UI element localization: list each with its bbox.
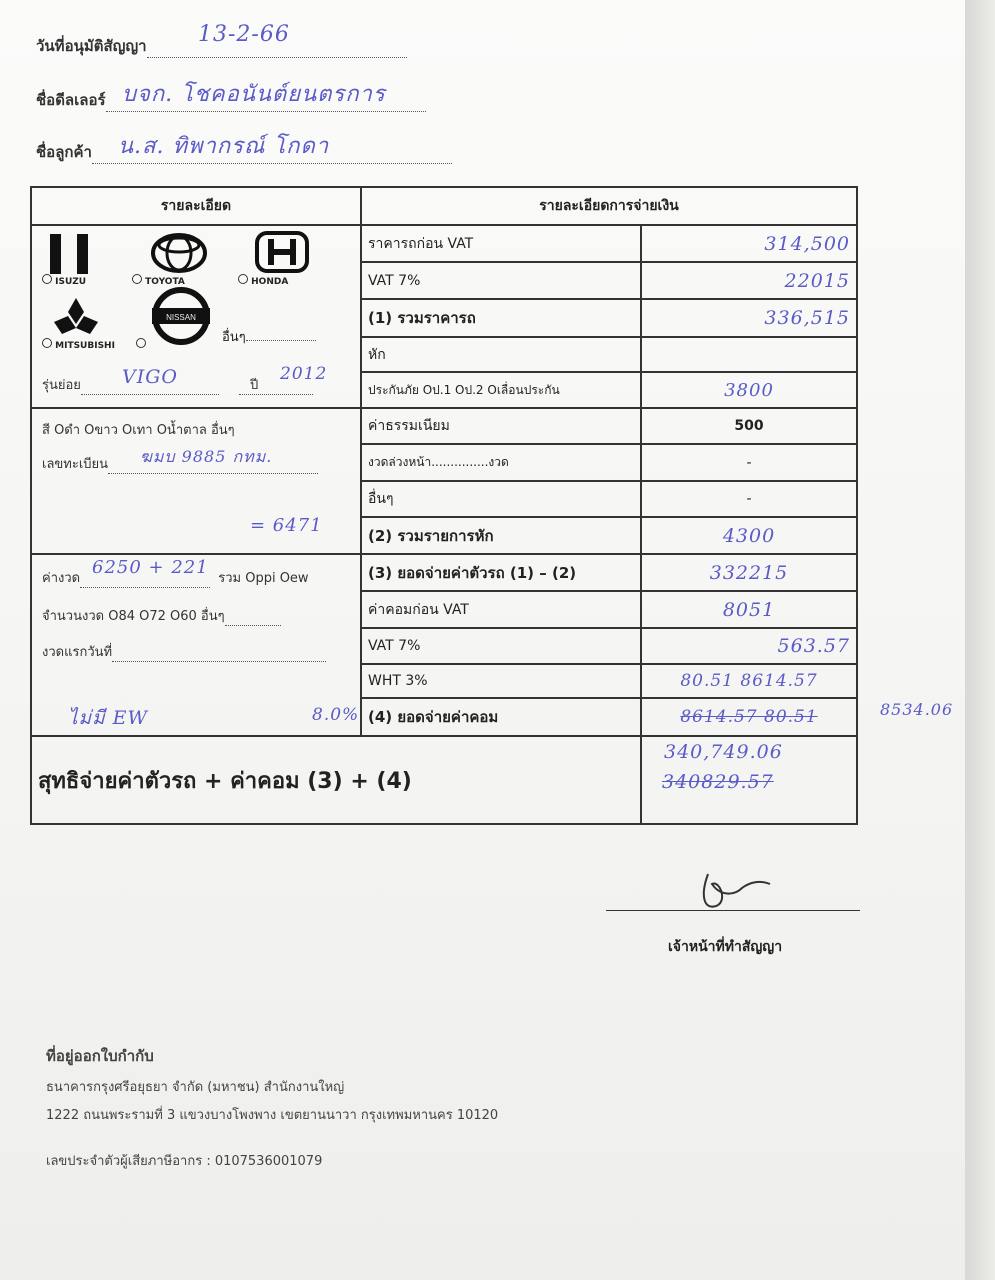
install-calc: = 6471 bbox=[250, 515, 323, 536]
year-label: ปี bbox=[250, 378, 259, 393]
side-note: 8534.06 bbox=[880, 700, 954, 719]
isuzu-logo bbox=[50, 234, 88, 274]
honda-logo bbox=[254, 230, 310, 274]
note-left: ไม่มี EW bbox=[68, 707, 149, 729]
row-value-3 bbox=[641, 337, 857, 372]
count-text: จำนวนงวด O84 O72 O60 อื่นๆ bbox=[42, 609, 225, 624]
honda-option[interactable]: HONDA bbox=[238, 274, 288, 287]
paper-edge-shadow bbox=[965, 0, 995, 1280]
reg-line bbox=[42, 447, 318, 474]
first-payment-label: งวดแรกวันที่ bbox=[42, 645, 113, 660]
payment-form-table bbox=[30, 186, 858, 825]
model-line bbox=[42, 364, 328, 395]
row-value-2: 336,515 bbox=[641, 299, 857, 337]
row-label-2: (1) รวมราคารถ bbox=[361, 299, 641, 337]
contract-date-line bbox=[36, 22, 407, 58]
total-value-cell bbox=[641, 736, 857, 824]
row-label-13: (4) ยอดจ่ายค่าคอม bbox=[361, 698, 641, 736]
count-line bbox=[42, 605, 281, 626]
toyota-logo bbox=[150, 232, 208, 274]
row-label-5: ค่าธรรมเนียม bbox=[361, 408, 641, 444]
row-value-8: 4300 bbox=[641, 517, 857, 554]
contract-date-label: วันที่อนุมัติสัญญา bbox=[36, 37, 147, 55]
footer-line-3: เลขประจำตัวผู้เสียภาษีอากร : 0107536001079 bbox=[46, 1154, 323, 1169]
first-payment-line bbox=[42, 641, 326, 662]
row-value-10: 8051 bbox=[641, 591, 857, 628]
contract-date-value: 13-2-66 bbox=[198, 22, 290, 47]
brand-other-line bbox=[222, 326, 316, 347]
row-value-4: 3800 bbox=[641, 372, 857, 408]
brand-other-label: อื่นๆ bbox=[222, 330, 246, 345]
left-vehicle-cell bbox=[31, 408, 361, 554]
color-line: สี Oดำ Oขาว Oเทา Oน้ำตาล อื่นๆ bbox=[42, 423, 235, 438]
left-installment-cell bbox=[31, 554, 361, 736]
model-value: VIGO bbox=[122, 366, 178, 388]
row-label-3: หัก bbox=[361, 337, 641, 372]
left-details-cell bbox=[31, 225, 361, 408]
row-value-5: 500 bbox=[641, 408, 857, 444]
year-value: 2012 bbox=[280, 364, 328, 384]
row-value-9: 332215 bbox=[641, 554, 857, 591]
dealer-line bbox=[36, 82, 426, 112]
dealer-label: ชื่อดีลเลอร์ bbox=[36, 91, 106, 109]
customer-label: ชื่อลูกค้า bbox=[36, 143, 92, 161]
row-label-7: อื่นๆ bbox=[361, 481, 641, 517]
row-label-12: WHT 3% bbox=[361, 664, 641, 698]
svg-text:NISSAN: NISSAN bbox=[166, 313, 196, 322]
nissan-option[interactable] bbox=[136, 338, 146, 351]
row-label-8: (2) รวมรายการหัก bbox=[361, 517, 641, 554]
footer-line-1: ธนาคารกรุงศรีอยุธยา จำกัด (มหาชน) สำนักงานใหญ่ bbox=[46, 1080, 345, 1095]
nissan-logo bbox=[150, 286, 212, 346]
reg-value: ฆมบ 9885 กทม. bbox=[140, 447, 273, 466]
note-right: 8.0% bbox=[312, 705, 360, 725]
mitsubishi-option[interactable]: MITSUBISHI bbox=[42, 338, 115, 351]
row-value-13: 8614.57 80.51 bbox=[641, 698, 857, 736]
install-label: ค่างวด bbox=[42, 571, 81, 586]
install-suffix: รวม Oppi Oew bbox=[218, 571, 309, 586]
row-label-4: ประกันภัย Oป.1 Oป.2 Oเลื่อนประกัน bbox=[361, 372, 641, 408]
footer-heading: ที่อยู่ออกใบกำกับ bbox=[46, 1047, 154, 1065]
signature-title: เจ้าหน้าที่ทำสัญญา bbox=[668, 939, 783, 955]
model-label: รุ่นย่อย bbox=[42, 378, 81, 393]
total-value-new: 340,749.06 bbox=[664, 741, 783, 763]
row-label-9: (3) ยอดจ่ายค่าตัวรถ (1) – (2) bbox=[361, 554, 641, 591]
row-label-6: งวดล่วงหน้า...............งวด bbox=[361, 444, 641, 481]
toyota-option[interactable]: TOYOTA bbox=[132, 274, 185, 287]
customer-value: น.ส. ทิพากรณ์ โกดา bbox=[118, 134, 330, 159]
row-value-12: 80.51 8614.57 bbox=[641, 664, 857, 698]
mitsubishi-logo bbox=[54, 296, 98, 336]
customer-line bbox=[36, 134, 452, 164]
reg-label: เลขทะเบียน bbox=[42, 457, 109, 472]
left-heading: รายละเอียด bbox=[31, 187, 361, 225]
row-label-11: VAT 7% bbox=[361, 628, 641, 664]
row-value-6: - bbox=[641, 444, 857, 481]
row-value-11: 563.57 bbox=[641, 628, 857, 664]
dealer-value: บจก. โชคอนันต์ยนตรการ bbox=[122, 82, 386, 107]
row-value-7: - bbox=[641, 481, 857, 517]
install-value: 6250 + 221 bbox=[92, 557, 209, 578]
row-label-10: ค่าคอมก่อน VAT bbox=[361, 591, 641, 628]
total-label: สุทธิจ่ายค่าตัวรถ + ค่าคอม (3) + (4) bbox=[31, 736, 641, 824]
signature-line bbox=[606, 910, 860, 911]
right-heading: รายละเอียดการจ่ายเงิน bbox=[361, 187, 857, 225]
row-value-0: 314,500 bbox=[641, 225, 857, 262]
row-label-1: VAT 7% bbox=[361, 262, 641, 299]
signature-mark bbox=[690, 866, 780, 916]
row-label-0: ราคารถก่อน VAT bbox=[361, 225, 641, 262]
footer-line-2: 1222 ถนนพระรามที่ 3 แขวงบางโพงพาง เขตยานนาวา กรุงเทพมหานคร 10120 bbox=[46, 1108, 499, 1123]
install-line bbox=[42, 557, 309, 588]
row-value-1: 22015 bbox=[641, 262, 857, 299]
isuzu-option[interactable]: ISUZU bbox=[42, 274, 86, 287]
total-value-old: 340829.57 bbox=[662, 771, 774, 793]
